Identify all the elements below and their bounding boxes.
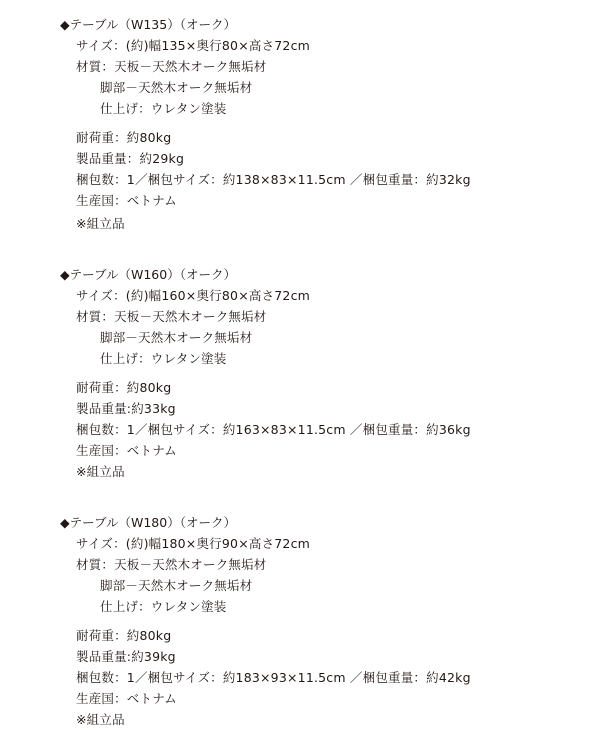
spacer bbox=[0, 617, 600, 625]
spec-line-material-top: 材質：天板－天然木オーク無垢材 bbox=[76, 557, 267, 572]
spec-heading: ◆テーブル（W180）（オーク） bbox=[60, 515, 236, 530]
spec-line-product-weight: 製品重量:約33kg bbox=[76, 401, 176, 416]
spec-line-finish: 仕上げ：ウレタン塗装 bbox=[100, 351, 227, 366]
spec-line-finish: 仕上げ：ウレタン塗装 bbox=[100, 599, 227, 614]
spacer bbox=[0, 369, 600, 377]
spec-line-load-capacity: 耐荷重：約80kg bbox=[76, 380, 172, 395]
spec-line-assembly-note: ※組立品 bbox=[76, 712, 125, 727]
spec-line-assembly-note: ※組立品 bbox=[76, 464, 125, 479]
spec-line-country: 生産国：ベトナム bbox=[76, 443, 177, 458]
spec-line-material-top: 材質：天板－天然木オーク無垢材 bbox=[76, 59, 267, 74]
spec-line-material-legs: 脚部－天然木オーク無垢材 bbox=[100, 330, 253, 345]
spec-line-load-capacity: 耐荷重：約80kg bbox=[76, 130, 172, 145]
spec-line-size: サイズ：(約)幅135×奥行80×高さ72cm bbox=[76, 38, 311, 53]
spec-line-material-top: 材質：天板－天然木オーク無垢材 bbox=[76, 309, 267, 324]
spec-block-w135 bbox=[0, 14, 600, 234]
spec-line-material-legs: 脚部－天然木オーク無垢材 bbox=[100, 80, 253, 95]
spec-line-packaging: 梱包数：1／梱包サイズ：約183×93×11.5cm ／梱包重量：約42kg bbox=[76, 670, 471, 685]
spec-heading: ◆テーブル（W135）（オーク） bbox=[60, 17, 236, 32]
spec-line-size: サイズ：(約)幅160×奥行80×高さ72cm bbox=[76, 288, 311, 303]
spec-line-material-legs: 脚部－天然木オーク無垢材 bbox=[100, 578, 253, 593]
spec-line-load-capacity: 耐荷重：約80kg bbox=[76, 628, 172, 643]
spacer bbox=[0, 119, 600, 127]
spec-line-packaging: 梱包数：1／梱包サイズ：約163×83×11.5cm ／梱包重量：約36kg bbox=[76, 422, 471, 437]
spec-block-w180 bbox=[0, 512, 600, 730]
spec-line-product-weight: 製品重量:約39kg bbox=[76, 649, 176, 664]
spec-line-country: 生産国：ベトナム bbox=[76, 691, 177, 706]
spec-line-packaging: 梱包数：1／梱包サイズ：約138×83×11.5cm ／梱包重量：約32kg bbox=[76, 172, 471, 187]
spec-line-finish: 仕上げ：ウレタン塗装 bbox=[100, 101, 227, 116]
spec-heading: ◆テーブル（W160）（オーク） bbox=[60, 267, 236, 282]
spec-line-size: サイズ：(約)幅180×奥行90×高さ72cm bbox=[76, 536, 311, 551]
spec-line-product-weight: 製品重量：約29kg bbox=[76, 151, 185, 166]
spec-line-assembly-note: ※組立品 bbox=[76, 216, 125, 231]
spec-block-w160 bbox=[0, 264, 600, 482]
spec-line-country: 生産国：ベトナム bbox=[76, 193, 177, 208]
